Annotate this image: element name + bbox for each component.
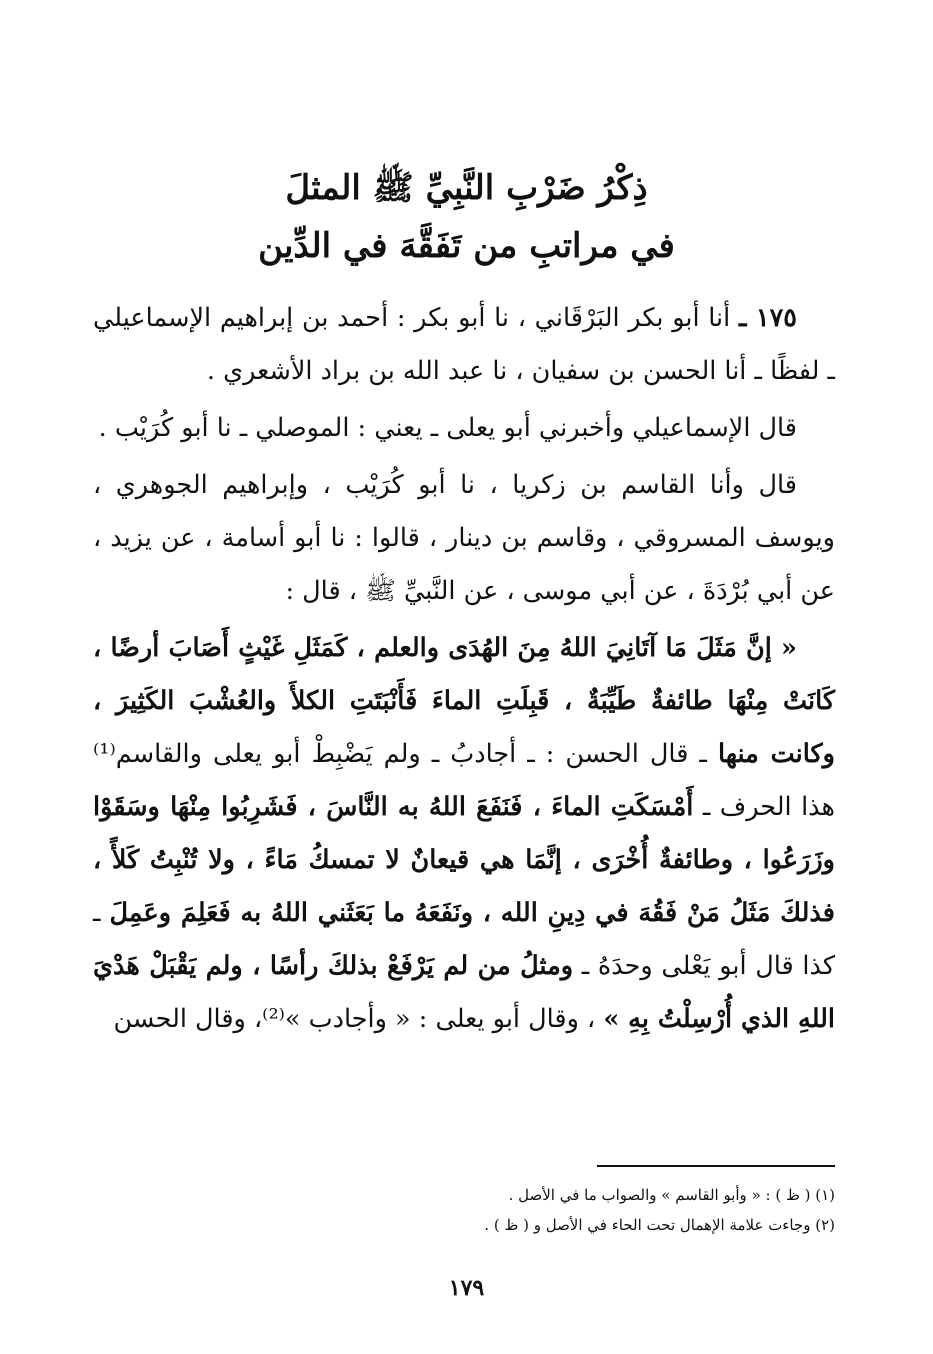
footnote: (٢) وجاءت علامة الإهمال تحت الحاء في الأصل و ( ظ ) . xyxy=(484,1216,835,1234)
paragraph-text: قال الإسماعيلي وأخبرني أبو يعلى ـ يعني : الموصلي ـ نا أبو كُرَيْب . xyxy=(98,413,797,443)
footnote: (١) ( ظ ) : « وأبو القاسم » والصواب ما في الأصل . xyxy=(508,1186,835,1204)
footnote-divider xyxy=(597,1165,835,1167)
hadith-paragraph xyxy=(93,622,835,1046)
paragraph-text: قال وأنا القاسم بن زكريا ، نا أبو كُرَيْب ، وإبراهيم الجوهري ، ويوسف المسروقي ، وقاسم بن دينار ، قالوا : نا أبو أسامة ، عن يزيد ، عن أبي بُرْدَةَ ، عن أبي موسى ، عن النَّبيِّ ﷺ ، قال : xyxy=(93,470,835,606)
narrator-note: ، وقال أبو يعلى : « وأجادب »⁽²⁾، وقال الحسن xyxy=(113,1004,596,1034)
paragraph-175 xyxy=(93,292,835,398)
hadith-text: ومثلُ من لم يَرْفَعْ بذلكَ رأسًا ، ولم يَقْبَلْ هَدْيَ اللهِ الذي أُرْسِلْتُ بِهِ » xyxy=(93,951,835,1034)
narrator-note: ـ قال الحسن : ـ أجادبُ ـ ولم يَضْبِطْ أبو يعلى والقاسم⁽¹⁾ هذا الحرف ـ xyxy=(93,739,836,822)
chapter-title-line-2: في مراتبِ من تَفَقَّهَ في الدِّين xyxy=(258,226,675,266)
paragraph xyxy=(93,402,835,455)
chapter-title-line-1: ذِكْرُ ضَرْبِ النَّبِيِّ ﷺ المثلَ xyxy=(285,168,648,208)
narrator-note: ـ كذا قال أبو يَعْلى وحدَهُ ـ xyxy=(93,898,835,981)
paragraph-text: أنا أبو بكر البَرْقَاني ، نا أبو بكر : أحمد بن إبراهيم الإسماعيلي ـ لفظًا ـ أنا الحسن بن سفيان ، نا عبد الله بن براد الأشعري . xyxy=(93,303,835,386)
page-number: ١٧٩ xyxy=(448,1275,485,1301)
hadith-text: « إنَّ مَثَلَ مَا آتَانِيَ اللهُ مِنَ الهُدَى والعلم ، كَمَثَلِ غَيْثٍ أَصَابَ أرضًا ، كَانَتْ مِنْهَا طائفةٌ طَيِّبَةٌ ، قَبِلَتِ الماءَ فَأَنْبَتَتِ الكلأَ والعُشْبَ الكَثِيرَ ، وكانت منها xyxy=(93,633,836,769)
main-text xyxy=(93,292,835,1050)
narration-number: ١٧٥ ـ xyxy=(738,303,797,333)
paragraph xyxy=(93,459,835,618)
hadith-text: أَمْسَكَتِ الماءَ ، فَنَفَعَ اللهُ به النَّاسَ ، فَشَرِبُوا مِنْهَا وسَقَوْا وزَرَعُوا ، وطائفةٌ أُخْرَى ، إنَّمَا هي قيعانٌ لا تمسكُ مَاءً ، ولا تُنْبِتُ كَلأً ، فذلكَ مَثَلُ مَنْ فَقُهَ في دِينِ الله ، ونَفَعَهُ ما بَعَثَني اللهُ به فَعَلِمَ وعَمِلَ xyxy=(93,792,835,928)
footnotes xyxy=(95,1180,835,1240)
